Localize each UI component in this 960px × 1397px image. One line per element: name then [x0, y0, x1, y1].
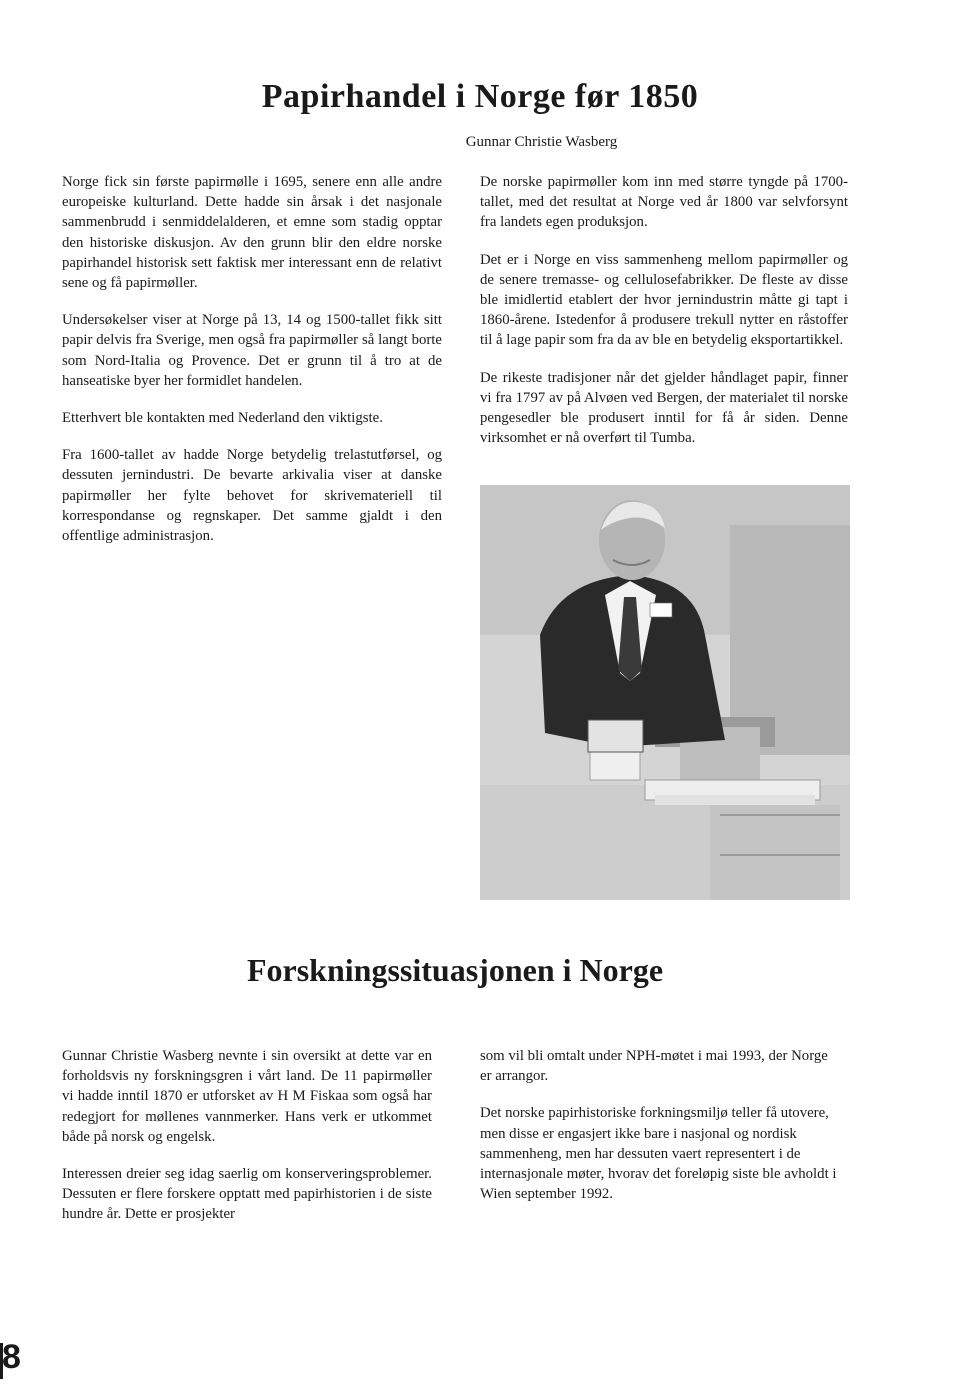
- paragraph: Det norske papirhistoriske forkningsmiljø teller få utovere, men disse er engasjert ikke bare i nasjonal og nordisk sammenheng, men har dessuten vaert representert i de internasjonale møter, hvorav det foreløpig siste ble avholdt i Wien september 1992.: [480, 1105, 837, 1203]
- paragraph: Det er i Norge en viss sammenheng mellom papirmøller og de senere tremasse- og cellulosefabrikker. De fleste av disse ble imidlertid etablert der hvor jernindustrin måtte gi tapt i 1860-årene. Istedenfor å produsere trekull nytter en råstoffer til å lage papir som fra da av ble en betydelig eksportartikkel.: [480, 251, 848, 349]
- page-number: 8: [2, 1338, 21, 1376]
- paragraph: Etterhvert ble kontakten med Nederland den viktigste.: [62, 410, 383, 427]
- article-left-column: [62, 172, 442, 563]
- author-photo: [480, 485, 850, 900]
- section-left-column: [62, 1046, 432, 1242]
- paragraph: De norske papirmøller kom inn med større tyngde på 1700-tallet, med det resultat at Norge ved år 1800 var selvforsynt fra landets egen produksjon.: [480, 174, 848, 231]
- paragraph: De rikeste tradisjoner når det gjelder håndlaget papir, finner vi fra 1797 av på Alvøen ved Bergen, der materialet til norske pengesedler ble produsert inntil for få år siden. Denne virksomhet er nå overført til Tumba.: [480, 369, 848, 447]
- section-title: Forskningssituasjonen i Norge: [246, 952, 664, 988]
- paragraph: som vil bli omtalt under NPH-møtet i mai 1993, der Norge er arrangor.: [480, 1048, 828, 1085]
- article-right-column: [480, 172, 848, 465]
- paragraph: Undersøkelser viser at Norge på 13, 14 og 1500-tallet fikk sitt papir delvis fra Sverige, men også fra papirmøller så langt borte som Nord-Italia og Provence. Det er grunn til å tro at de hanseatiske byer her formidlet handelen.: [62, 312, 442, 389]
- paragraph: Norge fick sin første papirmølle i 1695, senere enn alle andre europeiske kulturland. Dette hadde sin årsak i det nasjonale sammenbrudd i senmiddelalderen, et emne som stadig opptar den historiske diskusjon. Av den grunn blir den eldre norske papirhandel historisk sett faktisk mer interessant enn de relativt sene og få papirmøller.: [62, 174, 442, 292]
- article-author: Gunnar Christie Wasberg: [465, 134, 618, 150]
- paragraph: Fra 1600-tallet av hadde Norge betydelig trelastutførsel, og dessuten jernindustri. De bevarte arkivalia viser at danske papirmøller her fylte behovet for skrivemateriell til korrespondanse og regnskaper. Det samme gjaldt i den offentlige administrasjon.: [62, 447, 442, 545]
- article-title: Papirhandel i Norge før 1850: [261, 78, 699, 115]
- paragraph: Interessen dreier seg idag saerlig om konserveringsproblemer. Dessuten er flere forskere opptatt med papirhistorien i de siste hundre år. Dette er prosjekter: [62, 1166, 432, 1223]
- section-right-column: [480, 1046, 842, 1221]
- paragraph: Gunnar Christie Wasberg nevnte i sin oversikt at dette var en forholdsvis ny forskningsgren i vårt land. De 11 papirmøller vi hadde inntil 1870 er utforsket av H M Fiskaa som også har redegjort for møllenes vannmerker. Hans verk er utkommet både på norsk og engelsk.: [62, 1048, 432, 1145]
